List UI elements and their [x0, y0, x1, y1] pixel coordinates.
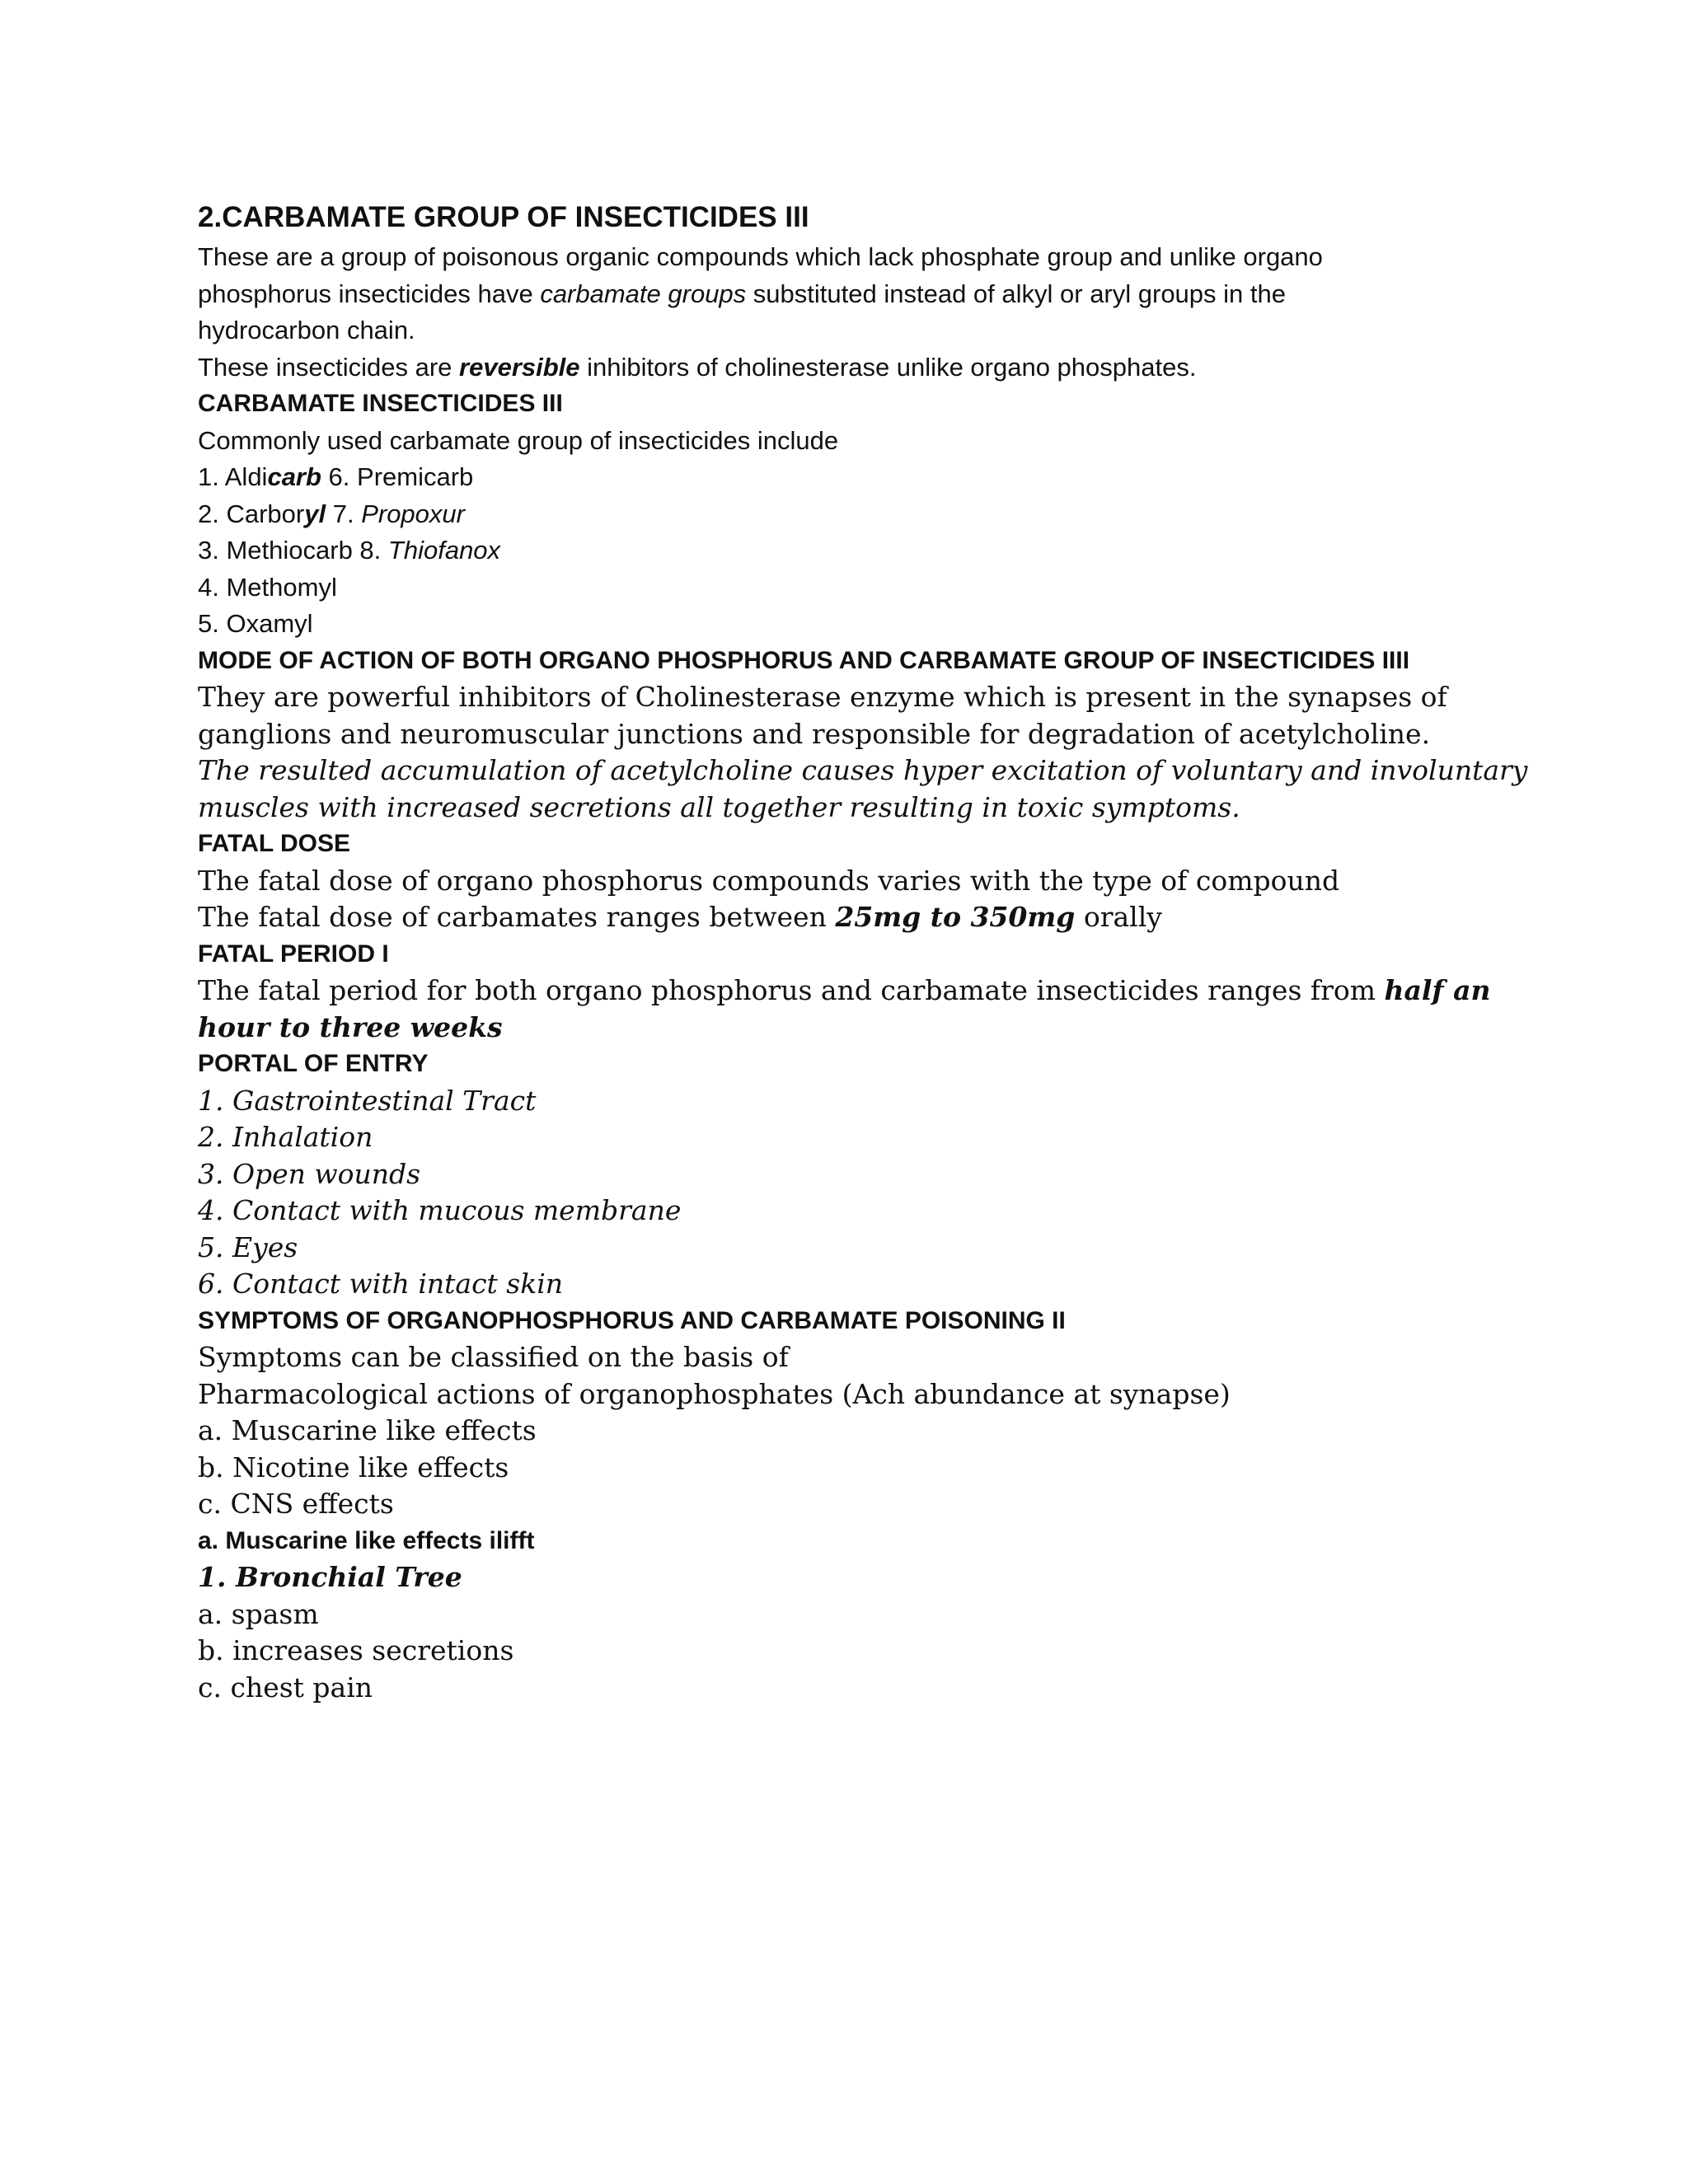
document-body — [198, 196, 1550, 1706]
portal-of-entry-section — [198, 1046, 1550, 1303]
subsection-item: 1. Bronchial Tree — [198, 1561, 462, 1593]
emphasis-text: 25mg to 350mg — [835, 901, 1076, 933]
paragraph-line: hour to three weeks — [198, 1010, 503, 1043]
paragraph-line: muscles with increased secretions all together resulting in toxic symptoms. — [198, 790, 1240, 823]
list-item: 2. Carboryl 7. Propoxur — [198, 499, 465, 528]
intro-line: These are a group of poisonous organic compounds which lack phosphate group and unlike organo — [198, 242, 1323, 271]
emphasis-text: half an — [1384, 974, 1491, 1006]
list-item: 5. Eyes — [198, 1230, 298, 1263]
intro-line: phosphorus insecticides have carbamate groups substituted instead of alkyl or aryl groups in the — [198, 279, 1286, 308]
list-item: 6. Contact with intact skin — [198, 1268, 564, 1300]
section-heading: MODE OF ACTION OF BOTH ORGANO PHOSPHORUS AND CARBAMATE GROUP OF INSECTICIDES IIII — [198, 646, 1410, 674]
paragraph-line: They are powerful inhibitors of Cholinesterase enzyme which is present in the synapses of — [198, 681, 1447, 713]
intro-section — [198, 239, 1550, 386]
list-item: 5. Oxamyl — [198, 609, 313, 638]
list-item: 1. Aldicarb 6. Premicarb — [198, 462, 474, 491]
list-item: c. chest pain — [198, 1671, 373, 1704]
page-title: 2.CARBAMATE GROUP OF INSECTICIDES III — [198, 201, 809, 233]
fatal-dose-section — [198, 826, 1550, 936]
paragraph-line: The fatal period for both organo phosphorus and carbamate insecticides ranges from half an — [198, 974, 1491, 1006]
list-item: 3. Open wounds — [198, 1157, 421, 1190]
list-item: b. increases secretions — [198, 1634, 514, 1666]
section-lead: Commonly used carbamate group of insecticides include — [198, 425, 839, 455]
section-heading: FATAL DOSE — [198, 830, 351, 857]
mode-of-action-section — [198, 643, 1550, 827]
symptoms-section — [198, 1303, 1550, 1707]
subsection-heading: a. Muscarine like effects ilifft — [198, 1526, 535, 1554]
section-heading: FATAL PERIOD I — [198, 940, 389, 968]
list-item: b. Nicotine like effects — [198, 1451, 509, 1483]
paragraph-line: The resulted accumulation of acetylcholine causes hyper excitation of voluntary and involuntary — [198, 754, 1528, 786]
paragraph-line: Pharmacological actions of organophosphates (Ach abundance at synapse) — [198, 1377, 1231, 1410]
list-item: 2. Inhalation — [198, 1121, 373, 1153]
section-heading: PORTAL OF ENTRY — [198, 1050, 429, 1077]
list-item: 3. Methiocarb 8. Thiofanox — [198, 536, 501, 565]
list-item: c. CNS effects — [198, 1488, 394, 1520]
intro-line: These insecticides are reversible inhibitors of cholinesterase unlike organo phosphates. — [198, 352, 1197, 382]
paragraph-line: ganglions and neuromuscular junctions and responsible for degradation of acetylcholine. — [198, 717, 1431, 750]
list-item: 1. Gastrointestinal Tract — [198, 1084, 537, 1117]
emphasis-text: reversible — [459, 352, 580, 382]
list-item: a. Muscarine like effects — [198, 1414, 537, 1446]
paragraph-line: The fatal dose of organo phosphorus compounds varies with the type of compound — [198, 864, 1340, 897]
list-item: 4. Contact with mucous membrane — [198, 1194, 682, 1226]
intro-line: hydrocarbon chain. — [198, 316, 415, 344]
list-item: a. spasm — [198, 1597, 319, 1630]
list-item: 4. Methomyl — [198, 572, 337, 602]
section-heading: SYMPTOMS OF ORGANOPHOSPHORUS AND CARBAMATE POISONING II — [198, 1306, 1066, 1334]
paragraph-line: The fatal dose of carbamates ranges between 25mg to 350mg orally — [198, 901, 1162, 933]
paragraph-line: Symptoms can be classified on the basis of — [198, 1341, 789, 1373]
section-heading: CARBAMATE INSECTICIDES III — [198, 390, 563, 417]
fatal-period-section — [198, 936, 1550, 1047]
emphasis-text: carbamate groups — [540, 279, 747, 308]
carbamate-list-section — [198, 386, 1550, 643]
